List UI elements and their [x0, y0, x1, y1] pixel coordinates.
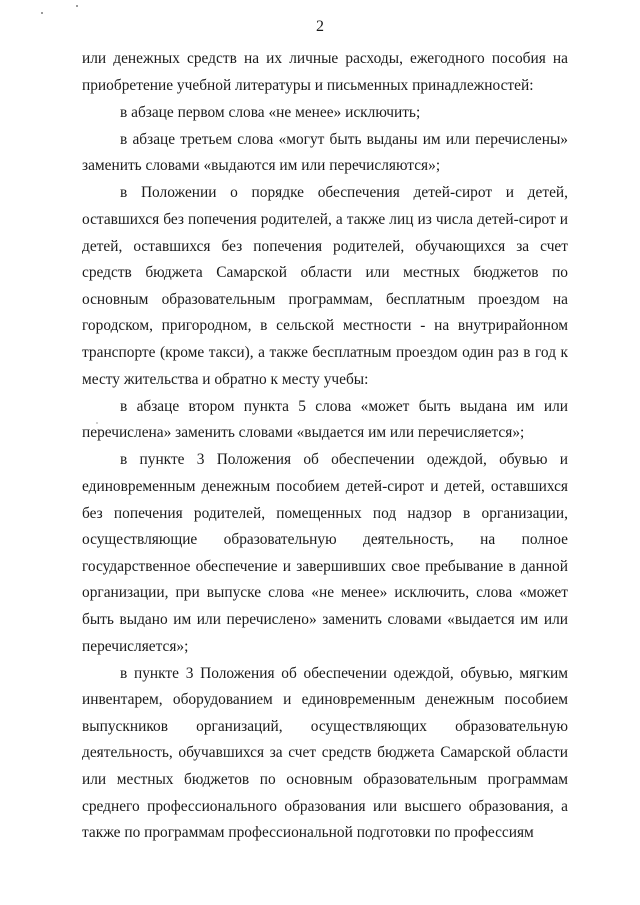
scan-speck [41, 12, 43, 14]
paragraph: в абзаце первом слова «не менее» исключить; [120, 103, 421, 121]
paragraph: в абзаце третьем слова «могут быть выданы им или перечислены» заменить словами «выдаются им или перечисляются»; [82, 130, 568, 175]
scan-speck [76, 5, 78, 7]
paragraph: в Положении о порядке обеспечения детей-сирот и детей, оставшихся без попечения родителей, а также лиц из числа детей-сирот и детей, оставшихся без попечения родителей, обучающихся за счет средств бюджета Самарской области или местных бюджетов по основным образовательным программам, бесплатным проездом на городском, пригородном, в сельской местности - на внутрирайонном транспорте (кроме такси), а также бесплатным проездом один раз в год к месту жительства и обратно к месту учебы: [82, 184, 568, 388]
document-body [82, 46, 568, 847]
page-number: 2 [316, 18, 324, 35]
paragraph: или денежных средств на их личные расходы, ежегодного пособия на приобретение учебной литературы и письменных принадлежностей: [82, 50, 568, 94]
paragraph: в пункте 3 Положения об обеспечении одеждой, обувью и единовременным денежным пособием детей-сирот и детей, оставшихся без попечения родителей, помещенных под надзор в организации, осуществляющие образовательную деятельность, на полное государственное обеспечение и завершивших свое пребывание в данной организации, при выпуске слова «не менее» исключить, слова «может быть выдано им или перечислено» заменить словами «выдается им или перечисляется»; [82, 451, 568, 655]
paragraph: в пункте 3 Положения об обеспечении одеждой, обувью, мягким инвентарем, оборудованием и единовременным денежным пособием выпускников организаций, осуществляющих образовательную деятельность, обучавшихся за счет средств бюджета Самарской области или местных бюджетов по основным образовательным программам среднего профессионального образования или высшего образования, а также по программам профессиональной подготовки по профессиям [82, 664, 568, 842]
paragraph: в абзаце втором пункта 5 слова «может быть выдана им или перечислена» заменить словами «выдается им или перечисляется»; [82, 397, 568, 442]
